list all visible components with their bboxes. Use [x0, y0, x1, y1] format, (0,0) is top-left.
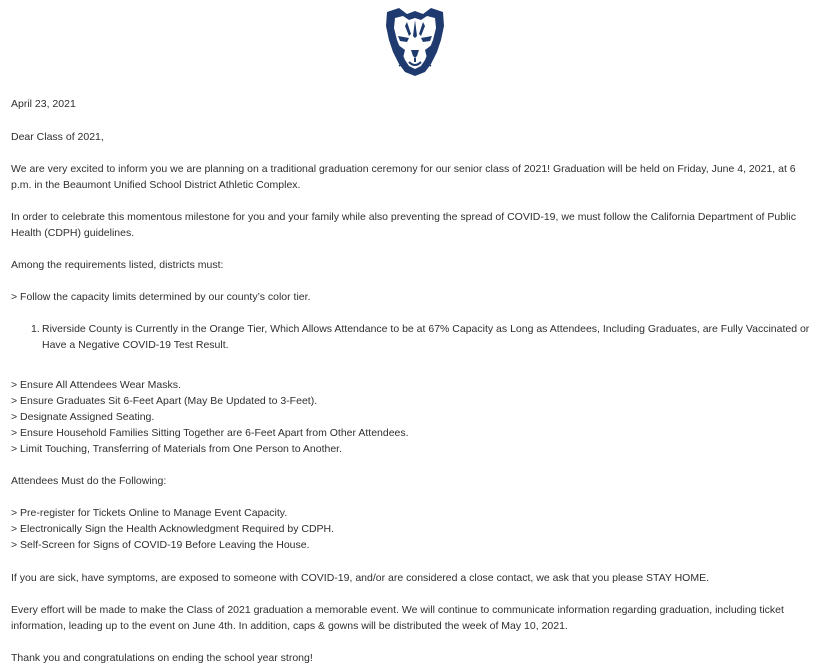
paragraph-cdph-guidelines: In order to celebrate this momentous milestone for you and your family while also preventing the spread of COVID-19, we must follow the California Department of Public Health (CDPH) guidelines.: [11, 211, 796, 239]
attendee-item: > Pre-register for Tickets Online to Manage Event Capacity.: [11, 507, 288, 519]
list-number: 1.: [31, 323, 40, 335]
mountain-lion-logo-icon: [381, 6, 449, 78]
requirement-item: > Designate Assigned Seating.: [11, 411, 155, 423]
salutation: Dear Class of 2021,: [11, 131, 104, 143]
paragraph-stay-home: If you are sick, have symptoms, are exposed to someone with COVID-19, and/or are considered a close contact, we ask that you please STAY HOME.: [11, 572, 709, 584]
attendee-item: > Self-Screen for Signs of COVID-19 Before Leaving the House.: [11, 539, 310, 551]
attendees-heading: Attendees Must do the Following:: [11, 475, 167, 487]
paragraph-graduation-announcement: We are very excited to inform you we are planning on a traditional graduation ceremony for our senior class of 2021! Graduation will be held on Friday, June 4, 2021, at 6 p.m. in the Beaumont Unified School District Athletic Complex.: [11, 163, 796, 191]
paragraph-requirements-intro: Among the requirements listed, districts must:: [11, 259, 224, 271]
requirement-item: > Ensure Household Families Sitting Together are 6-Feet Apart from Other Attendees.: [11, 427, 409, 439]
paragraph-communication: Every effort will be made to make the Class of 2021 graduation a memorable event. We will continue to communicate information regarding graduation, including ticket information, leading up to the event on June 4th. In addition, caps & gowns will be distributed the week of May 10, 2021.: [11, 604, 784, 632]
numbered-list-item: [31, 321, 821, 353]
requirement-item: > Ensure All Attendees Wear Masks.: [11, 379, 181, 391]
requirement-capacity-limits: > Follow the capacity limits determined by our county’s color tier.: [11, 291, 311, 303]
list-item-text: Riverside County is Currently in the Orange Tier, Which Allows Attendance to be at 67% Capacity as Long as Attendees, Including Graduates, are Fully Vaccinated or Have a Negative COVID-19 Test Result.: [42, 323, 810, 351]
closing-line: Thank you and congratulations on ending the school year strong!: [11, 652, 313, 664]
letter-date: April 23, 2021: [11, 98, 76, 110]
requirement-item: > Ensure Graduates Sit 6-Feet Apart (May Be Updated to 3-Feet).: [11, 395, 318, 407]
requirement-item: > Limit Touching, Transferring of Materials from One Person to Another.: [11, 443, 343, 455]
attendee-item: > Electronically Sign the Health Acknowledgment Required by CDPH.: [11, 523, 335, 535]
